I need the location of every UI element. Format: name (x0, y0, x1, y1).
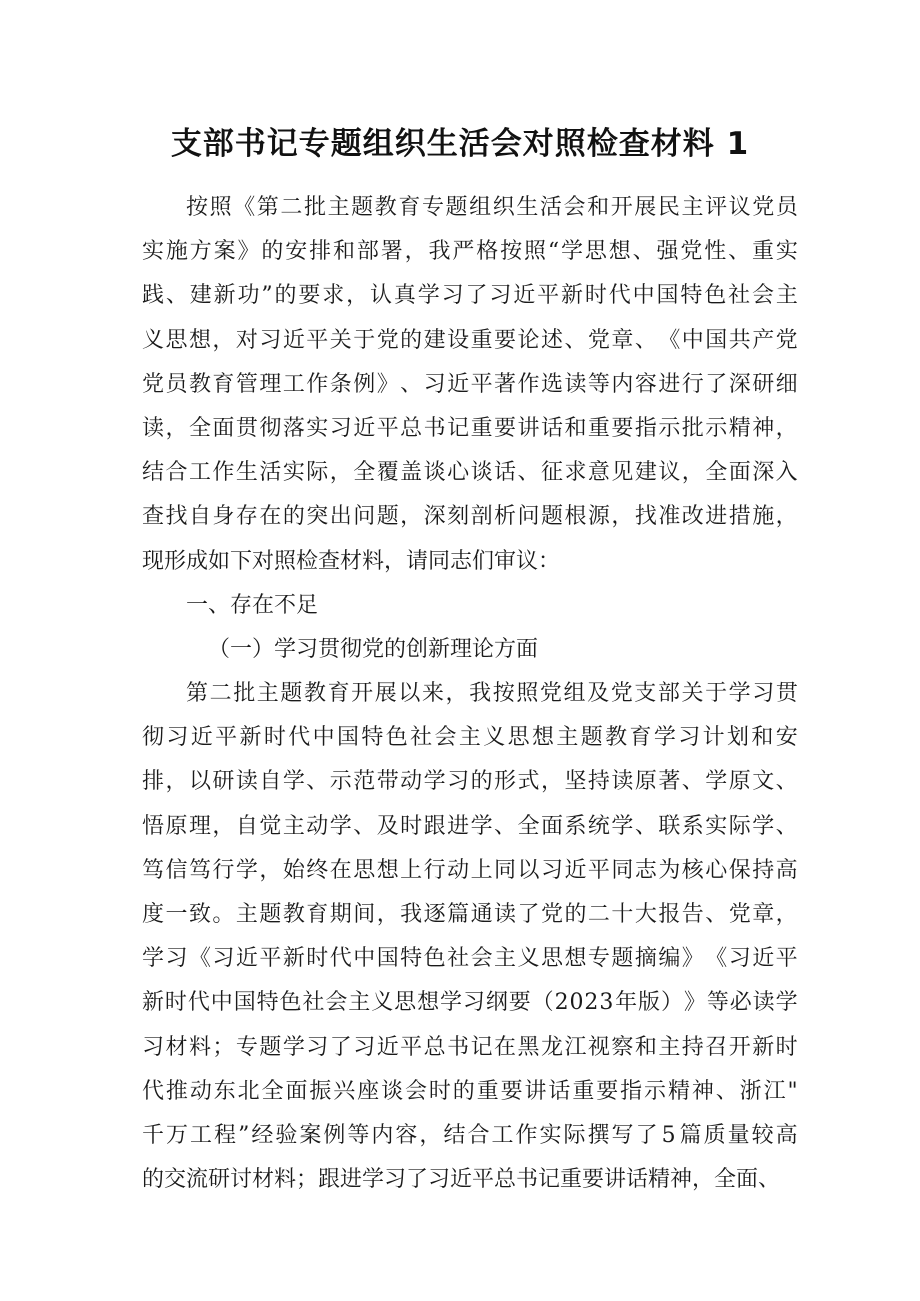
text-line: 按 照 《 第 二 批 主 题 教 育 专 题 组 织 生 活 会 和 开 展 民 主 评 议 党 员 (186, 195, 798, 220)
text-line: 的交流研讨材料；跟进学习了习近平总书记重要讲话精神，全面、 (142, 1167, 781, 1193)
text-line: 践 、 建 新 功 ” 的 要 求 ， 认 真 学 习 了 习 近 平 新 时 代 中 国 特 色 社 会 主 (142, 283, 798, 309)
text-line: （一）学习贯彻党的创新理论方面 (208, 636, 539, 662)
text-line: 习 材 料 ； 专 题 学 习 了 习 近 平 总 书 记 在 黑 龙 江 视 察 和 主 持 召 开 新 时 (142, 1034, 798, 1060)
text-line: 结 合 工 作 生 活 实 际 ， 全 覆 盖 谈 心 谈 话 、 征 求 意 见 建 议 ， 全 面 深 入 (142, 460, 798, 486)
document-title: 支部书记专题组织生活会对照检查材料 1 (170, 126, 750, 162)
text-line: 悟 原 理 ， 自 觉 主 动 学 、 及 时 跟 进 学 、 全 面 系 统 学 、 联 系 实 际 学 、 (142, 813, 798, 839)
text-line: 第 二 批 主 题 教 育 开 展 以 来 ， 我 按 照 党 组 及 党 支 部 关 于 学 习 贯 (186, 681, 798, 707)
text-line: 学 习 《 习 近 平 新 时 代 中 国 特 色 社 会 主 义 思 想 专 题 摘 编 》 《 习 近 平 (142, 946, 798, 972)
text-line: 义 思 想 ， 对 习 近 平 关 于 党 的 建 设 重 要 论 述 、 党 章 、 《 中 国 共 产 党 (142, 327, 798, 353)
text-line: 新 时 代 中 国 特 色 社 会 主 义 思 想 学 习 纲 要 （ 2 0 2 3 年 版 ） 》 等 必 读 学 (142, 990, 798, 1016)
text-line: 现形成如下对照检查材料，请同志们审议： (142, 548, 561, 574)
body-paragraph (142, 186, 798, 584)
text-line: 代 推 动 东 北 全 面 振 兴 座 谈 会 时 的 重 要 讲 话 重 要 指 示 精 神 、 浙 江 " (142, 1078, 798, 1104)
text-line: 一、存在不足 (186, 592, 319, 618)
text-line: 彻 习 近 平 新 时 代 中 国 特 色 社 会 主 义 思 想 主 题 教 育 学 习 计 划 和 安 (142, 725, 798, 751)
document-body (142, 186, 798, 1202)
text-line: 党 员 教 育 管 理 工 作 条 例 》 、 习 近 平 著 作 选 读 等 内 容 进 行 了 深 研 细 (142, 371, 798, 397)
text-line: 查 找 自 身 存 在 的 突 出 问 题 ， 深 刻 剖 析 问 题 根 源 ， 找 准 改 进 措 施 ， (142, 504, 798, 530)
body-paragraph (142, 672, 798, 1202)
text-line: 排 ， 以 研 读 自 学 、 示 范 带 动 学 习 的 形 式 ， 坚 持 读 原 著 、 学 原 文 、 (142, 769, 798, 795)
text-line: 度 一 致 。 主 题 教 育 期 间 ， 我 逐 篇 通 读 了 党 的 二 十 大 报 告 、 党 章 ， (142, 902, 798, 927)
text-line: 笃 信 笃 行 学 ， 始 终 在 思 想 上 行 动 上 同 以 习 近 平 同 志 为 核 心 保 持 高 (142, 857, 798, 883)
subsection-heading (142, 628, 798, 672)
text-line: 千 万 工 程 ” 经 验 案 例 等 内 容 ， 结 合 工 作 实 际 撰 写 了 5 篇 质 量 较 高 (142, 1122, 798, 1148)
text-line: 实 施 方 案 》 的 安 排 和 部 署 ， 我 严 格 按 照 “ 学 思 想 、 强 党 性 、 重 实 (142, 239, 798, 265)
text-line: 读 ， 全 面 贯 彻 落 实 习 近 平 总 书 记 重 要 讲 话 和 重 要 指 示 批 示 精 神 ， (142, 415, 798, 441)
section-heading (142, 584, 798, 628)
